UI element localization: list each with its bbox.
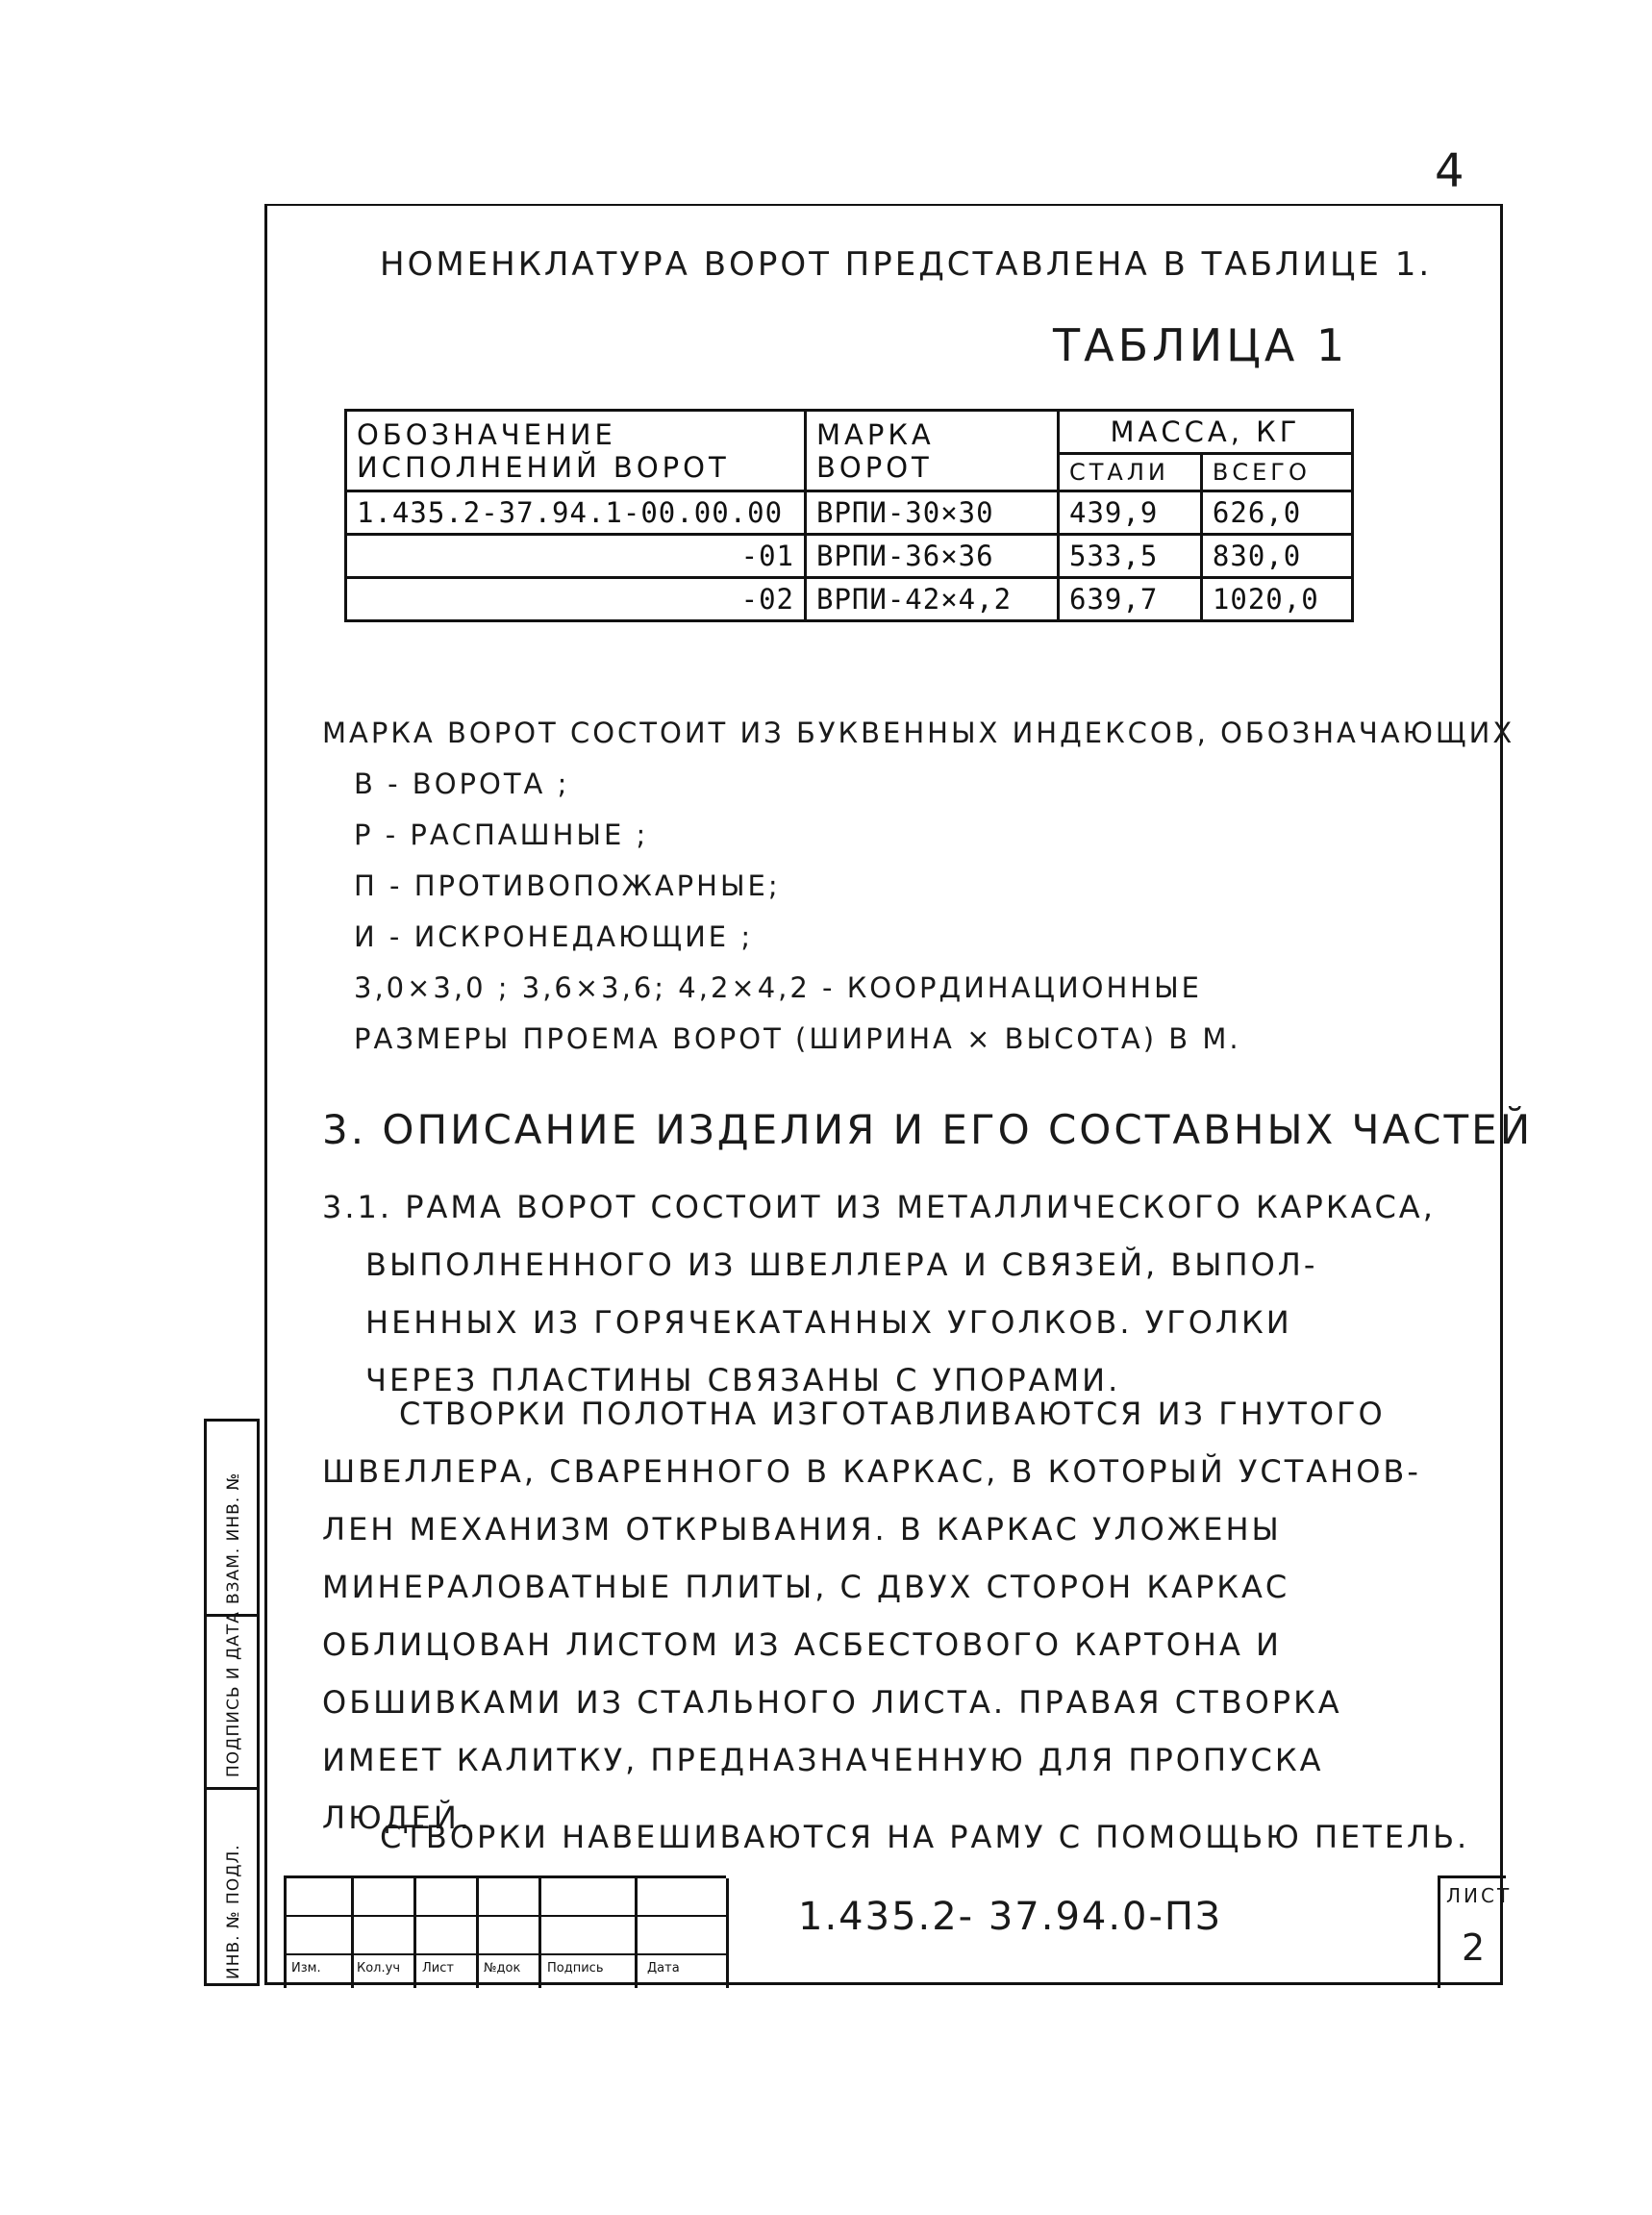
text-line: 3.1. РАМА ВОРОТ СОСТОИТ ИЗ МЕТАЛЛИЧЕСКОГО КАРКАСА, bbox=[322, 1189, 1436, 1225]
sidebar-sign-label: ПОДПИСЬ И ДАТА bbox=[224, 1611, 243, 1777]
cell-steel: 533,5 bbox=[1059, 535, 1202, 578]
text-line: МИНЕРАЛОВАТНЫЕ ПЛИТЫ, С ДВУХ СТОРОН КАРКАС bbox=[322, 1569, 1290, 1605]
cell-total: 626,0 bbox=[1201, 491, 1352, 535]
text-line: СТВОРКИ ПОЛОТНА ИЗГОТАВЛИВАЮТСЯ ИЗ ГНУТОГО bbox=[399, 1396, 1386, 1432]
revision-grid bbox=[284, 1875, 726, 1988]
nomenclature-table bbox=[344, 409, 1354, 622]
text-line: ЛЮДЕЙ. bbox=[322, 1800, 472, 1836]
cell-steel: 639,7 bbox=[1059, 578, 1202, 621]
table-row bbox=[346, 578, 1353, 621]
section-title: 3. ОПИСАНИЕ ИЗДЕЛИЯ И ЕГО СОСТАВНЫХ ЧАСТЕЙ bbox=[322, 1106, 1534, 1153]
text-line: ЧЕРЕЗ ПЛАСТИНЫ СВЯЗАНЫ С УПОРАМИ. bbox=[365, 1362, 1121, 1398]
sidebar-inv-label: ИНВ. № ПОДЛ. bbox=[224, 1844, 243, 1979]
text-line: ЛЕН МЕХАНИЗМ ОТКРЫВАНИЯ. В КАРКАС УЛОЖЕНЫ bbox=[322, 1511, 1282, 1548]
col-label-date: Дата bbox=[647, 1961, 680, 1976]
text-line: ВЫПОЛНЕННОГО ИЗ ШВЕЛЛЕРА И СВЯЗЕЙ, ВЫПОЛ- bbox=[365, 1246, 1318, 1283]
legend-item: В - ВОРОТА ; bbox=[354, 768, 570, 800]
legend-item: 3,0×3,0 ; 3,6×3,6; 4,2×4,2 - КООРДИНАЦИОННЫЕ bbox=[354, 971, 1202, 1004]
legend-lead: МАРКА ВОРОТ СОСТОИТ ИЗ БУКВЕННЫХ ИНДЕКСОВ, ОБОЗНАЧАЮЩИХ bbox=[322, 717, 1515, 749]
sidebar-replace-label: ВЗАМ. ИНВ. № bbox=[224, 1472, 243, 1604]
page-number: 4 bbox=[1435, 144, 1467, 198]
header-steel: СТАЛИ bbox=[1059, 454, 1202, 491]
header-designation: ОБОЗНАЧЕНИЕ ИСПОЛНЕНИЙ ВОРОТ bbox=[346, 411, 806, 491]
sheet-label: ЛИСТ bbox=[1446, 1884, 1513, 1907]
col-label-sign: Подпись bbox=[547, 1961, 604, 1976]
paragraph-hinges bbox=[380, 1808, 1469, 1866]
text-line: ОБШИВКАМИ ИЗ СТАЛЬНОГО ЛИСТА. ПРАВАЯ СТВОРКА bbox=[322, 1684, 1342, 1721]
table-caption: ТАБЛИЦА 1 bbox=[1053, 319, 1349, 371]
cell-mark: ВРПИ-36×36 bbox=[806, 535, 1059, 578]
legend-item: Р - РАСПАШНЫЕ ; bbox=[354, 818, 649, 851]
legend-item: П - ПРОТИВОПОЖАРНЫЕ; bbox=[354, 869, 781, 902]
text-line: НЕННЫХ ИЗ ГОРЯЧЕКАТАННЫХ УГОЛКОВ. УГОЛКИ bbox=[365, 1304, 1292, 1341]
header-mass: МАССА, КГ bbox=[1059, 411, 1353, 454]
table-row bbox=[346, 491, 1353, 535]
table-header-row bbox=[346, 411, 1353, 454]
header-total: ВСЕГО bbox=[1201, 454, 1352, 491]
text-line: СТВОРКИ НАВЕШИВАЮТСЯ НА РАМУ С ПОМОЩЬЮ ПЕТЕЛЬ. bbox=[380, 1819, 1470, 1855]
text-line: ИМЕЕТ КАЛИТКУ, ПРЕДНАЗНАЧЕННУЮ ДЛЯ ПРОПУСКА bbox=[322, 1742, 1324, 1778]
col-label-ndok: №док bbox=[484, 1961, 521, 1976]
col-label-list: Лист bbox=[422, 1961, 454, 1976]
paragraph-leaves bbox=[322, 1385, 1421, 1847]
legend-item: И - ИСКРОНЕДАЮЩИЕ ; bbox=[354, 920, 754, 953]
cell-mark: ВРПИ-30×30 bbox=[806, 491, 1059, 535]
paragraph-frame bbox=[322, 1178, 1436, 1409]
cell-total: 830,0 bbox=[1201, 535, 1352, 578]
cell-mark: ВРПИ-42×4,2 bbox=[806, 578, 1059, 621]
legend-item: РАЗМЕРЫ ПРОЕМА ВОРОТ (ШИРИНА × ВЫСОТА) В М. bbox=[354, 1022, 1241, 1055]
cell-steel: 439,9 bbox=[1059, 491, 1202, 535]
cell-designation: -02 bbox=[346, 578, 806, 621]
sheet-box bbox=[1438, 1875, 1513, 1988]
cell-designation: -01 bbox=[346, 535, 806, 578]
text-line: ШВЕЛЛЕРА, СВАРЕННОГО В КАРКАС, В КОТОРЫЙ УСТАНОВ- bbox=[322, 1453, 1421, 1490]
cell-designation: 1.435.2-37.94.1-00.00.00 bbox=[346, 491, 806, 535]
table-row bbox=[346, 535, 1353, 578]
text-line: ОБЛИЦОВАН ЛИСТОМ ИЗ АСБЕСТОВОГО КАРТОНА И bbox=[322, 1626, 1282, 1663]
header-mark: МАРКА ВОРОТ bbox=[806, 411, 1059, 491]
cell-total: 1020,0 bbox=[1201, 578, 1352, 621]
side-stamp bbox=[204, 1419, 260, 1986]
col-label-kol: Кол.уч bbox=[357, 1961, 400, 1976]
intro-text: НОМЕНКЛАТУРА ВОРОТ ПРЕДСТАВЛЕНА В ТАБЛИЦЕ 1. bbox=[380, 245, 1433, 284]
title-block bbox=[284, 1875, 1513, 1985]
sheet-number: 2 bbox=[1462, 1926, 1489, 1969]
document-code: 1.435.2- 37.94.0-ПЗ bbox=[798, 1895, 1222, 1939]
col-label-izm: Изм. bbox=[291, 1961, 321, 1976]
